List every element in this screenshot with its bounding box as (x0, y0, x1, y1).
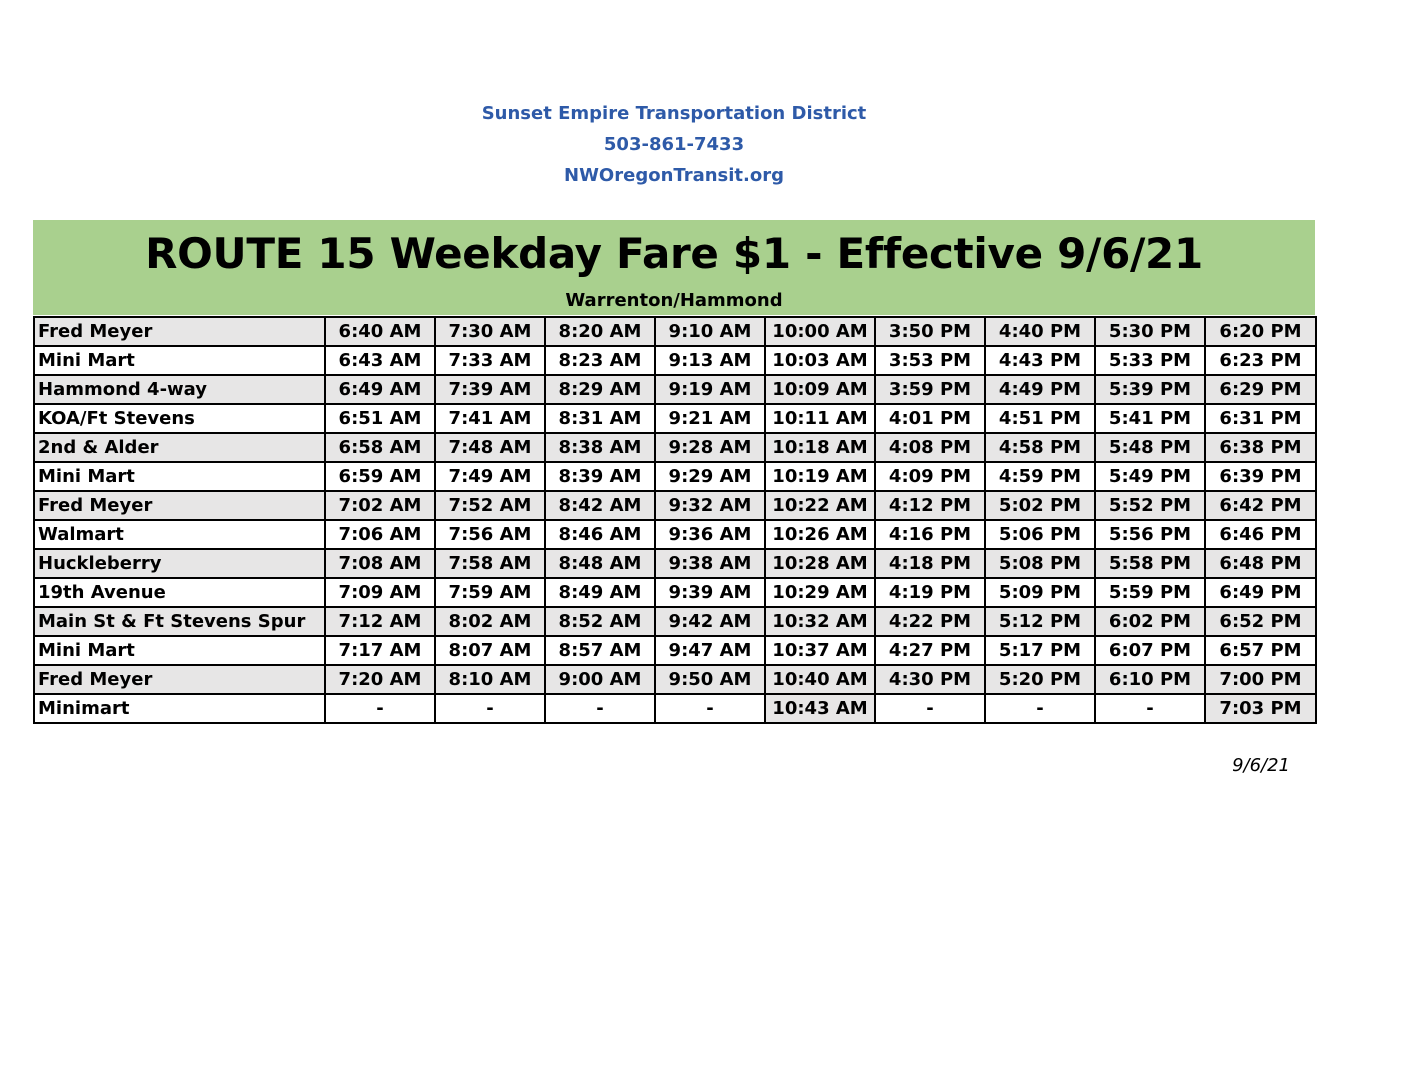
time-cell: 6:49 AM (325, 375, 435, 404)
time-cell: 7:41 AM (435, 404, 545, 433)
schedule-body (34, 317, 1316, 723)
time-cell: 5:58 PM (1095, 549, 1205, 578)
time-cell: - (985, 694, 1095, 723)
time-cell: 6:39 PM (1205, 462, 1316, 491)
time-cell: 7:49 AM (435, 462, 545, 491)
time-cell: 6:57 PM (1205, 636, 1316, 665)
time-cell: 5:30 PM (1095, 317, 1205, 346)
time-cell: 5:02 PM (985, 491, 1095, 520)
time-cell: 7:17 AM (325, 636, 435, 665)
time-cell: 7:56 AM (435, 520, 545, 549)
time-cell: 4:08 PM (875, 433, 985, 462)
time-cell: 5:17 PM (985, 636, 1095, 665)
time-cell: - (435, 694, 545, 723)
time-cell: 7:48 AM (435, 433, 545, 462)
time-cell: 6:38 PM (1205, 433, 1316, 462)
time-cell: 4:16 PM (875, 520, 985, 549)
time-cell: 5:12 PM (985, 607, 1095, 636)
time-cell: 4:27 PM (875, 636, 985, 665)
time-cell: 7:58 AM (435, 549, 545, 578)
time-cell: 10:18 AM (765, 433, 875, 462)
stop-name: Huckleberry (34, 549, 325, 578)
time-cell: 8:31 AM (545, 404, 655, 433)
time-cell: 8:46 AM (545, 520, 655, 549)
time-cell: 5:41 PM (1095, 404, 1205, 433)
time-cell: 10:37 AM (765, 636, 875, 665)
time-cell: 4:30 PM (875, 665, 985, 694)
table-row (34, 636, 1316, 665)
time-cell: 6:43 AM (325, 346, 435, 375)
stop-name: Hammond 4-way (34, 375, 325, 404)
time-cell: 3:59 PM (875, 375, 985, 404)
time-cell: 4:09 PM (875, 462, 985, 491)
time-cell: 5:59 PM (1095, 578, 1205, 607)
time-cell: 9:50 AM (655, 665, 765, 694)
time-cell: 7:20 AM (325, 665, 435, 694)
time-cell: - (1095, 694, 1205, 723)
table-row (34, 375, 1316, 404)
time-cell: 4:18 PM (875, 549, 985, 578)
time-cell: 4:49 PM (985, 375, 1095, 404)
stop-name: Walmart (34, 520, 325, 549)
stop-name: Mini Mart (34, 346, 325, 375)
time-cell: 9:32 AM (655, 491, 765, 520)
time-cell: 8:38 AM (545, 433, 655, 462)
table-row (34, 433, 1316, 462)
time-cell: 9:39 AM (655, 578, 765, 607)
table-row (34, 607, 1316, 636)
time-cell: 6:49 PM (1205, 578, 1316, 607)
time-cell: 9:13 AM (655, 346, 765, 375)
table-row (34, 462, 1316, 491)
stop-name: Main St & Ft Stevens Spur (34, 607, 325, 636)
time-cell: 5:06 PM (985, 520, 1095, 549)
time-cell: 8:10 AM (435, 665, 545, 694)
time-cell: 10:32 AM (765, 607, 875, 636)
time-cell: 9:29 AM (655, 462, 765, 491)
time-cell: 8:02 AM (435, 607, 545, 636)
time-cell: 10:29 AM (765, 578, 875, 607)
time-cell: 6:31 PM (1205, 404, 1316, 433)
time-cell: 8:23 AM (545, 346, 655, 375)
phone-number: 503-861-7433 (603, 134, 745, 155)
time-cell: 7:59 AM (435, 578, 545, 607)
time-cell: 4:12 PM (875, 491, 985, 520)
time-cell: 3:53 PM (875, 346, 985, 375)
table-row (34, 520, 1316, 549)
time-cell: 6:10 PM (1095, 665, 1205, 694)
time-cell: 9:00 AM (545, 665, 655, 694)
table-row (34, 404, 1316, 433)
time-cell: 8:48 AM (545, 549, 655, 578)
time-cell: 4:59 PM (985, 462, 1095, 491)
time-cell: 10:19 AM (765, 462, 875, 491)
time-cell: 9:42 AM (655, 607, 765, 636)
time-cell: 5:49 PM (1095, 462, 1205, 491)
time-cell: 10:28 AM (765, 549, 875, 578)
time-cell: 5:48 PM (1095, 433, 1205, 462)
time-cell: 5:09 PM (985, 578, 1095, 607)
website: NWOregonTransit.org (564, 165, 784, 186)
time-cell: 8:29 AM (545, 375, 655, 404)
time-cell: 6:29 PM (1205, 375, 1316, 404)
time-cell: 8:07 AM (435, 636, 545, 665)
time-cell: - (545, 694, 655, 723)
time-cell: 6:46 PM (1205, 520, 1316, 549)
stop-name: 19th Avenue (34, 578, 325, 607)
time-cell: 7:39 AM (435, 375, 545, 404)
time-cell: 8:57 AM (545, 636, 655, 665)
route-banner (33, 220, 1315, 315)
time-cell: 4:01 PM (875, 404, 985, 433)
table-row (34, 694, 1316, 723)
footer-date: 9/6/21 (1232, 755, 1290, 776)
table-row (34, 346, 1316, 375)
time-cell: 7:02 AM (325, 491, 435, 520)
route-subtitle: Warrenton/Hammond (565, 290, 783, 311)
schedule-table (33, 316, 1317, 724)
time-cell: 5:08 PM (985, 549, 1095, 578)
time-cell: 7:06 AM (325, 520, 435, 549)
time-cell: 4:51 PM (985, 404, 1095, 433)
time-cell: 7:03 PM (1205, 694, 1316, 723)
time-cell: 5:33 PM (1095, 346, 1205, 375)
stop-name: Fred Meyer (34, 491, 325, 520)
time-cell: 4:43 PM (985, 346, 1095, 375)
time-cell: 6:23 PM (1205, 346, 1316, 375)
stop-name: Mini Mart (34, 462, 325, 491)
stop-name: Minimart (34, 694, 325, 723)
time-cell: 7:09 AM (325, 578, 435, 607)
time-cell: 5:39 PM (1095, 375, 1205, 404)
time-cell: 5:20 PM (985, 665, 1095, 694)
time-cell: 8:42 AM (545, 491, 655, 520)
time-cell: 10:11 AM (765, 404, 875, 433)
table-row (34, 317, 1316, 346)
time-cell: 6:59 AM (325, 462, 435, 491)
time-cell: 6:20 PM (1205, 317, 1316, 346)
stop-name: Fred Meyer (34, 665, 325, 694)
time-cell: 6:40 AM (325, 317, 435, 346)
time-cell: - (325, 694, 435, 723)
time-cell: 8:20 AM (545, 317, 655, 346)
time-cell: 6:51 AM (325, 404, 435, 433)
time-cell: 7:12 AM (325, 607, 435, 636)
time-cell: 10:43 AM (765, 694, 875, 723)
time-cell: 5:56 PM (1095, 520, 1205, 549)
time-cell: 9:38 AM (655, 549, 765, 578)
time-cell: 10:03 AM (765, 346, 875, 375)
time-cell: 6:02 PM (1095, 607, 1205, 636)
time-cell: - (875, 694, 985, 723)
time-cell: 10:00 AM (765, 317, 875, 346)
time-cell: 7:08 AM (325, 549, 435, 578)
time-cell: 4:58 PM (985, 433, 1095, 462)
time-cell: 9:36 AM (655, 520, 765, 549)
time-cell: 7:33 AM (435, 346, 545, 375)
table-row (34, 549, 1316, 578)
time-cell: 6:42 PM (1205, 491, 1316, 520)
stop-name: Fred Meyer (34, 317, 325, 346)
time-cell: 6:58 AM (325, 433, 435, 462)
time-cell: 7:00 PM (1205, 665, 1316, 694)
time-cell: 5:52 PM (1095, 491, 1205, 520)
time-cell: 3:50 PM (875, 317, 985, 346)
stop-name: Mini Mart (34, 636, 325, 665)
time-cell: 9:28 AM (655, 433, 765, 462)
time-cell: 7:52 AM (435, 491, 545, 520)
org-name: Sunset Empire Transportation District (481, 103, 867, 124)
route-title: ROUTE 15 Weekday Fare $1 - Effective 9/6/21 (145, 229, 1203, 278)
time-cell: 4:40 PM (985, 317, 1095, 346)
time-cell: 8:39 AM (545, 462, 655, 491)
time-cell: 9:10 AM (655, 317, 765, 346)
time-cell: 10:22 AM (765, 491, 875, 520)
time-cell: 6:52 PM (1205, 607, 1316, 636)
time-cell: 7:30 AM (435, 317, 545, 346)
stop-name: 2nd & Alder (34, 433, 325, 462)
time-cell: - (655, 694, 765, 723)
stop-name: KOA/Ft Stevens (34, 404, 325, 433)
time-cell: 6:48 PM (1205, 549, 1316, 578)
time-cell: 10:26 AM (765, 520, 875, 549)
time-cell: 9:47 AM (655, 636, 765, 665)
table-row (34, 578, 1316, 607)
time-cell: 10:40 AM (765, 665, 875, 694)
table-row (34, 665, 1316, 694)
time-cell: 4:22 PM (875, 607, 985, 636)
time-cell: 4:19 PM (875, 578, 985, 607)
time-cell: 8:52 AM (545, 607, 655, 636)
time-cell: 8:49 AM (545, 578, 655, 607)
table-row (34, 491, 1316, 520)
time-cell: 9:21 AM (655, 404, 765, 433)
time-cell: 9:19 AM (655, 375, 765, 404)
header (0, 98, 1348, 191)
time-cell: 10:09 AM (765, 375, 875, 404)
time-cell: 6:07 PM (1095, 636, 1205, 665)
